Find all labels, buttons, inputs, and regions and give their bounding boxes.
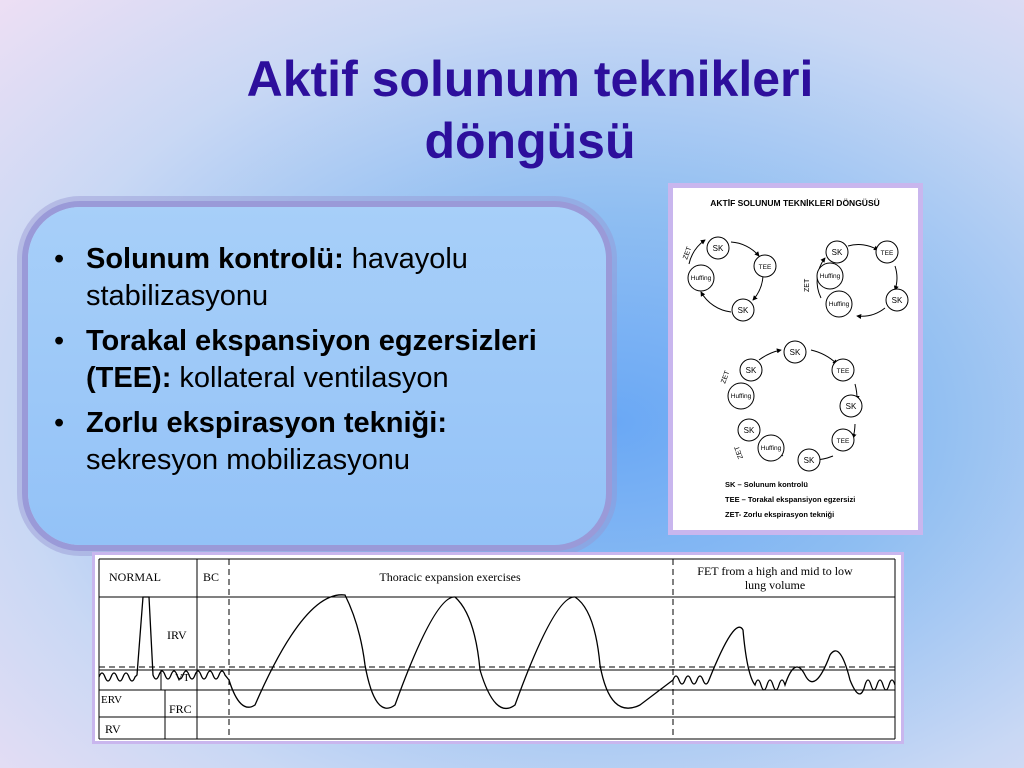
legend-item: SK – Solunum kontrolü <box>725 480 808 489</box>
cycle-3-nodes <box>720 341 862 471</box>
zet-label: ZET <box>682 245 694 261</box>
section-bc: BC <box>203 570 220 584</box>
bullet-dot: • <box>54 407 65 439</box>
bullet-desc: sekresyon mobilizasyonu <box>86 444 410 476</box>
slide-title <box>150 48 910 172</box>
sk-label: SK <box>831 248 843 257</box>
tee-label: TEE <box>836 438 850 445</box>
erv-label: ERV <box>101 694 123 706</box>
sk-label: SK <box>891 296 903 305</box>
zet-label: ZET <box>733 444 745 460</box>
sk-label: SK <box>743 426 755 435</box>
sk-label: SK <box>803 456 815 465</box>
breathing-diagram <box>95 555 901 741</box>
huffing-label: Huffing <box>819 273 841 280</box>
cycle-diagram-panel <box>668 183 923 535</box>
bullet-term: Zorlu ekspirasyon tekniği: <box>86 407 447 439</box>
sk-label: SK <box>845 402 857 411</box>
bullet-item <box>50 241 586 315</box>
bullet-dot: • <box>54 325 65 357</box>
bullet-desc: kollateral ventilasyon <box>171 362 449 394</box>
section-thoracic: Thoracic expansion exercises <box>379 570 521 584</box>
tee-label: TEE <box>758 264 772 271</box>
rv-label: RV <box>105 722 121 736</box>
zet-label: ZET <box>720 369 732 385</box>
bullet-dot: • <box>54 243 65 275</box>
cycle-2-nodes <box>804 241 908 317</box>
cycle-diagram <box>673 188 918 530</box>
sk-label: SK <box>789 348 801 357</box>
slide-title-line-1: Aktif solunum teknikleri <box>246 51 814 107</box>
legend-item: TEE – Torakal ekspansiyon egzersizi <box>725 495 856 504</box>
cycle-title: AKTİF SOLUNUM TEKNİKLERİ DÖNGÜSÜ <box>710 198 880 208</box>
bullet-desc: havayolu stabilizasyonu <box>86 243 468 312</box>
huffing-label: Huffing <box>690 275 712 282</box>
section-normal: NORMAL <box>109 570 162 584</box>
frc-label: FRC <box>169 702 192 716</box>
bullet-item <box>50 323 586 397</box>
huffing-label: Huffing <box>760 445 782 452</box>
sk-label: SK <box>712 244 724 253</box>
bullet-item <box>50 405 586 479</box>
zet-label: ZET <box>804 278 811 292</box>
section-fet-line-2: lung volume <box>744 578 806 592</box>
vt-label: VT <box>175 672 190 684</box>
bullet-box <box>28 207 606 545</box>
bullet-term: Solunum kontrolü: <box>86 243 344 275</box>
breathing-diagram-panel <box>92 552 904 744</box>
slide-title-line-2: döngüsü <box>424 113 636 169</box>
sk-label: SK <box>745 366 757 375</box>
breathing-waveform <box>99 595 895 709</box>
irv-label: IRV <box>167 628 187 642</box>
cycle-legend <box>725 480 855 519</box>
legend-item: ZET- Zorlu ekspirasyon tekniği <box>725 510 835 519</box>
section-fet-line-1: FET from a high and mid to low <box>697 564 853 578</box>
tee-label: TEE <box>880 250 894 257</box>
huffing-label: Huffing <box>730 393 752 400</box>
tee-label: TEE <box>836 368 850 375</box>
bullet-term: Torakal ekspansiyon egzersizleri (TEE): <box>86 325 537 394</box>
bullet-list <box>28 207 606 479</box>
cycle-1-nodes <box>682 237 776 321</box>
sk-label: SK <box>737 306 749 315</box>
huffing-label: Huffing <box>828 301 850 308</box>
